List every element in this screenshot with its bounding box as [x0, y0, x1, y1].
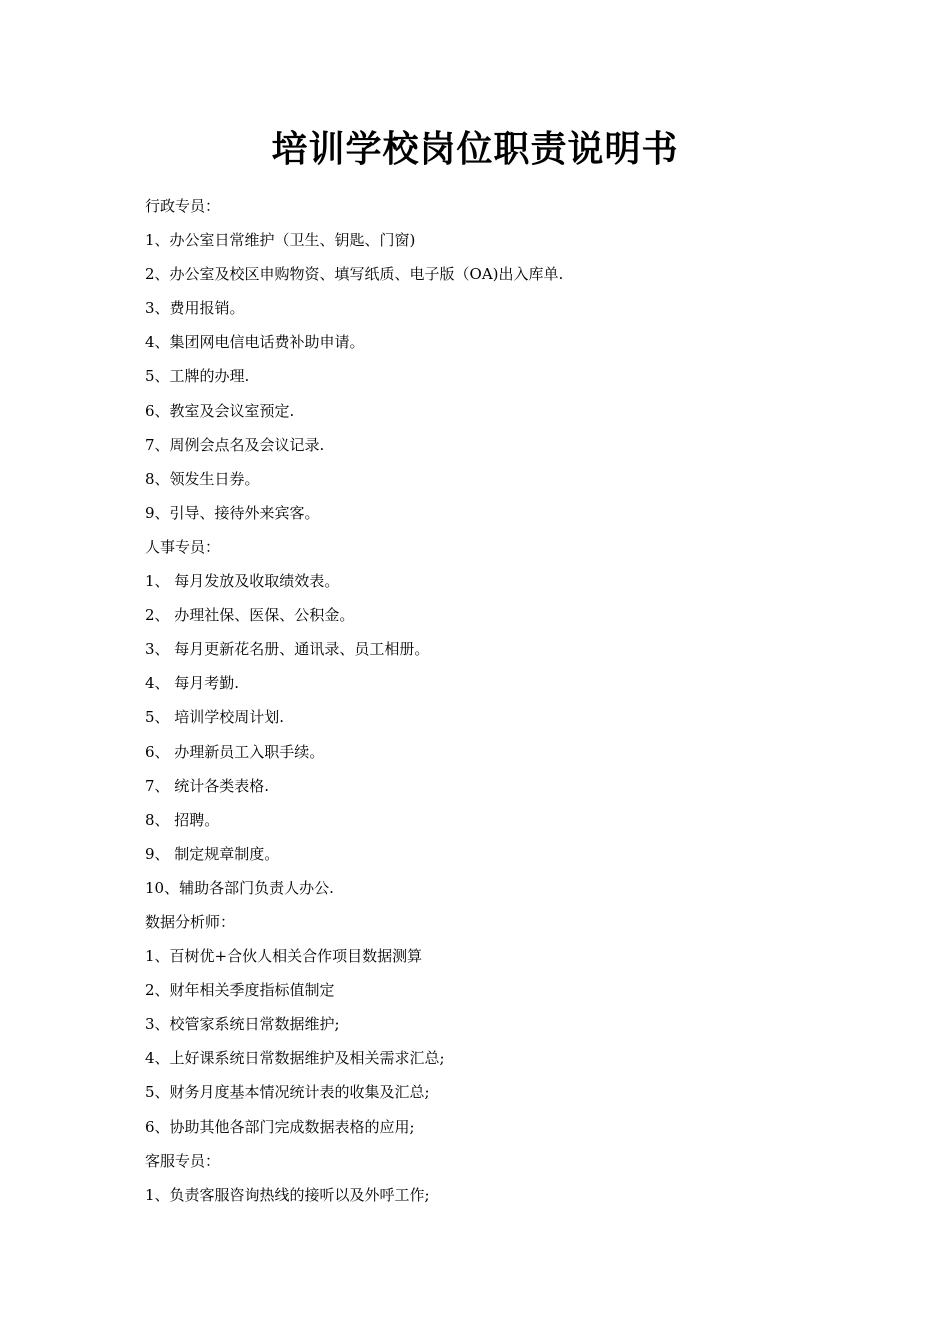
list-item: 1、百树优+合伙人相关合作项目数据测算: [145, 947, 423, 966]
list-item: 6、 办理新员工入职手续。: [145, 742, 325, 761]
list-item: 4、 每月考勤.: [145, 674, 240, 693]
list-item: 1、 每月发放及收取绩效表。: [145, 572, 340, 591]
list-item: 2、 办理社保、医保、公积金。: [145, 606, 355, 625]
list-item: 6、教室及会议室预定.: [145, 401, 295, 420]
list-item: 9、引导、接待外来宾客。: [145, 503, 320, 522]
list-item: 4、集团网电信电话费补助申请。: [145, 333, 365, 352]
list-item: 5、财务月度基本情况统计表的收集及汇总;: [145, 1083, 430, 1102]
section-heading-hr: 人事专员：: [145, 537, 221, 556]
list-item: 2、办公室及校区申购物资、填写纸质、电子版（OA)出入库单.: [145, 265, 564, 284]
list-item: 6、协助其他各部门完成数据表格的应用;: [145, 1117, 415, 1136]
list-item: 8、领发生日券。: [145, 469, 260, 488]
list-item: 3、 每月更新花名册、通讯录、员工相册。: [145, 640, 430, 659]
list-item: 4、上好课系统日常数据维护及相关需求汇总;: [145, 1049, 445, 1068]
list-item: 3、校管家系统日常数据维护;: [145, 1015, 340, 1034]
document-title: 培训学校岗位职责说明书: [271, 129, 679, 170]
document-body: [145, 191, 845, 1214]
list-item: 3、费用报销。: [145, 299, 245, 318]
list-item: 1、办公室日常维护（卫生、钥匙、门窗): [145, 231, 416, 250]
list-item: 9、 制定规章制度。: [145, 844, 280, 863]
list-item: 7、 统计各类表格.: [145, 776, 270, 795]
list-item: 5、工牌的办理.: [145, 367, 250, 386]
list-item: 7、周例会点名及会议记录.: [145, 435, 325, 454]
section-heading-service: 客服专员：: [145, 1151, 221, 1170]
list-item: 5、 培训学校周计划.: [145, 708, 285, 727]
list-item: 10、辅助各部门负责人办公.: [145, 878, 334, 897]
section-heading-admin: 行政专员：: [145, 197, 221, 215]
list-item: 1、负责客服咨询热线的接听以及外呼工作;: [145, 1185, 430, 1204]
section-heading-data: 数据分析师：: [145, 912, 236, 931]
list-item: 8、 招聘。: [145, 810, 220, 829]
list-item: 2、财年相关季度指标值制定: [145, 981, 335, 1000]
